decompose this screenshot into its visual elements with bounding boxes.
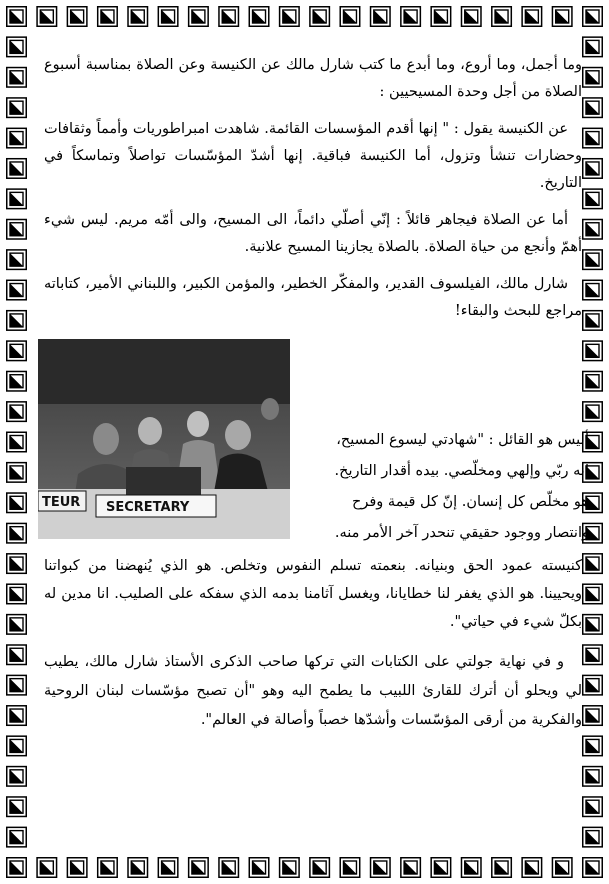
border-tile — [583, 37, 603, 57]
border-tile — [7, 37, 27, 57]
border-tile — [7, 432, 27, 452]
border-tile — [583, 402, 603, 422]
border-tile — [37, 858, 57, 878]
border-tile — [98, 7, 118, 27]
border-tile — [7, 189, 27, 209]
border-tile — [583, 189, 603, 209]
border-tile — [7, 463, 27, 483]
border-tile — [583, 554, 603, 574]
border-tile — [249, 858, 268, 878]
border-tile — [583, 68, 603, 88]
border-tile — [492, 858, 512, 878]
border-tile — [583, 797, 603, 817]
border-tile — [7, 371, 27, 391]
historical-photo — [38, 339, 290, 539]
border-tile — [280, 858, 300, 878]
paragraph-prayer: أما عن الصلاة فيجاهر قائلاً : إنّي أصلّي دائماً، الى المسيح، والى أمّه مريم. ليس شيء أهمّ وأنجع من حياة الصلاة. بالصلاة يجازينا المسيح علانية. — [44, 212, 582, 255]
border-tile — [7, 493, 27, 513]
border-tile — [189, 7, 209, 27]
border-tile — [583, 7, 603, 27]
paragraph-continuation: كنيسته عمود الحق وبنيانه. بنعمته تسلم النفوس وتخلص. هو الذي يُنهضنا من كبواتنا ويحيينا. هو الذي يغفر لنا خطايانا، ويغسل آثامنا بدمه الذي سفكه على الصليب. انا مدين له بكلّ شيء في حياتي". — [44, 558, 582, 630]
border-tile — [431, 858, 451, 878]
photo-side-text — [299, 425, 589, 549]
border-tile — [7, 645, 27, 665]
border-tile — [583, 250, 603, 270]
side-line-4: وانتصار ووجود حقيقي تنحدر آخر الأمر منه. — [334, 525, 589, 541]
border-tile — [7, 858, 27, 878]
border-tile — [583, 371, 603, 391]
border-tile — [371, 858, 391, 878]
border-tile — [7, 523, 27, 543]
border-tile — [492, 7, 512, 27]
border-tile — [158, 7, 178, 27]
border-tile — [7, 280, 27, 300]
border-tile — [583, 128, 603, 148]
border-tile — [7, 736, 27, 756]
border-tile — [583, 858, 603, 878]
border-tile — [583, 675, 603, 695]
paragraph-church: عن الكنيسة يقول : " إنها أقدم المؤسسات القائمة. شاهدت امبراطوريات وأمماً وثقافات وحضارات تنشأ وتزول، أما الكنيسة فباقية. إنها أشدّ المؤسّسات تواصلاً وتماسكاً في التاريخ. — [44, 121, 582, 191]
border-tile — [7, 767, 27, 787]
sign-secretary: SECRETARY — [106, 500, 190, 515]
border-tile — [219, 858, 239, 878]
border-tile — [7, 615, 27, 635]
border-tile — [583, 736, 603, 756]
border-tile — [7, 7, 27, 27]
border-tile — [128, 858, 148, 878]
paragraph-closing: و في نهاية جولتي على الكتابات التي تركها صاحب الذكرى الأستاذ شارل مالك، يطيب لي ويحلو أن أترك للقارئ اللبيب ما يطمح اليه وهو "أن تصبح مؤسّسات لبنان الروحية والفكرية من أرقى المؤسّسات وأشدّها خصباً وأصالة في العالم". — [44, 654, 582, 728]
border-tile — [7, 402, 27, 422]
border-tile — [583, 341, 603, 361]
border-tile — [583, 280, 603, 300]
border-tile — [7, 675, 27, 695]
side-line-3: هو مخلّص كل إنسان. إنّ كل قيمة وفرح — [352, 494, 589, 510]
border-tile — [583, 645, 603, 665]
border-tile — [249, 7, 268, 27]
border-tile — [371, 7, 391, 27]
border-tile — [7, 827, 27, 847]
border-tile — [128, 7, 148, 27]
border-tile — [7, 584, 27, 604]
border-tile — [583, 827, 603, 847]
border-tile — [7, 220, 27, 240]
border-tile — [583, 220, 603, 240]
border-tile — [461, 7, 481, 27]
border-tile — [552, 7, 572, 27]
border-tile — [7, 797, 27, 817]
border-tile — [189, 858, 209, 878]
border-tile — [310, 7, 330, 27]
border-tile — [583, 706, 603, 726]
border-tile — [219, 7, 239, 27]
border-tile — [552, 858, 572, 878]
side-line-2: إنه ربّي وإلهي ومخلّصي. بيده أقدار التاريخ. — [334, 463, 589, 479]
border-tile — [522, 858, 542, 878]
border-tile — [7, 98, 27, 118]
border-tile — [583, 98, 603, 118]
border-tile — [401, 7, 421, 27]
border-tile — [37, 7, 57, 27]
border-tile — [583, 615, 603, 635]
paragraph-malik: شارل مالك، الفيلسوف القدير، والمفكّر الخطير، والمؤمن الكبير، واللبناني الأمير، كتاباته مراجع للبحث والبقاء! — [44, 276, 582, 319]
border-tile — [7, 159, 27, 179]
border-tile — [310, 858, 330, 878]
border-tile — [7, 250, 27, 270]
border-tile — [280, 7, 300, 27]
border-tile — [431, 7, 451, 27]
border-tile — [7, 128, 27, 148]
border-tile — [7, 341, 27, 361]
border-tile — [67, 7, 87, 27]
border-tile — [583, 311, 603, 331]
border-tile — [7, 68, 27, 88]
border-tile — [7, 706, 27, 726]
border-tile — [7, 311, 27, 331]
side-line-1: أليس هو القائل : "شهادتي ليسوع المسيح، — [336, 432, 589, 448]
border-tile — [583, 159, 603, 179]
sign-teur: TEUR — [42, 495, 81, 510]
border-tile — [158, 858, 178, 878]
border-tile — [340, 7, 360, 27]
border-tile — [98, 858, 118, 878]
border-tile — [583, 584, 603, 604]
paragraph-intro: وما أجمل، وما أروع، وما أبدع ما كتب شارل مالك عن الكنيسة وعن الصلاة بمناسبة أسبوع الصلاة من أجل وحدة المسيحيين : — [44, 57, 582, 100]
border-tile — [522, 7, 542, 27]
border-tile — [340, 858, 360, 878]
border-tile — [583, 767, 603, 787]
border-tile — [401, 858, 421, 878]
border-tile — [7, 554, 27, 574]
border-tile — [67, 858, 87, 878]
border-tile — [461, 858, 481, 878]
